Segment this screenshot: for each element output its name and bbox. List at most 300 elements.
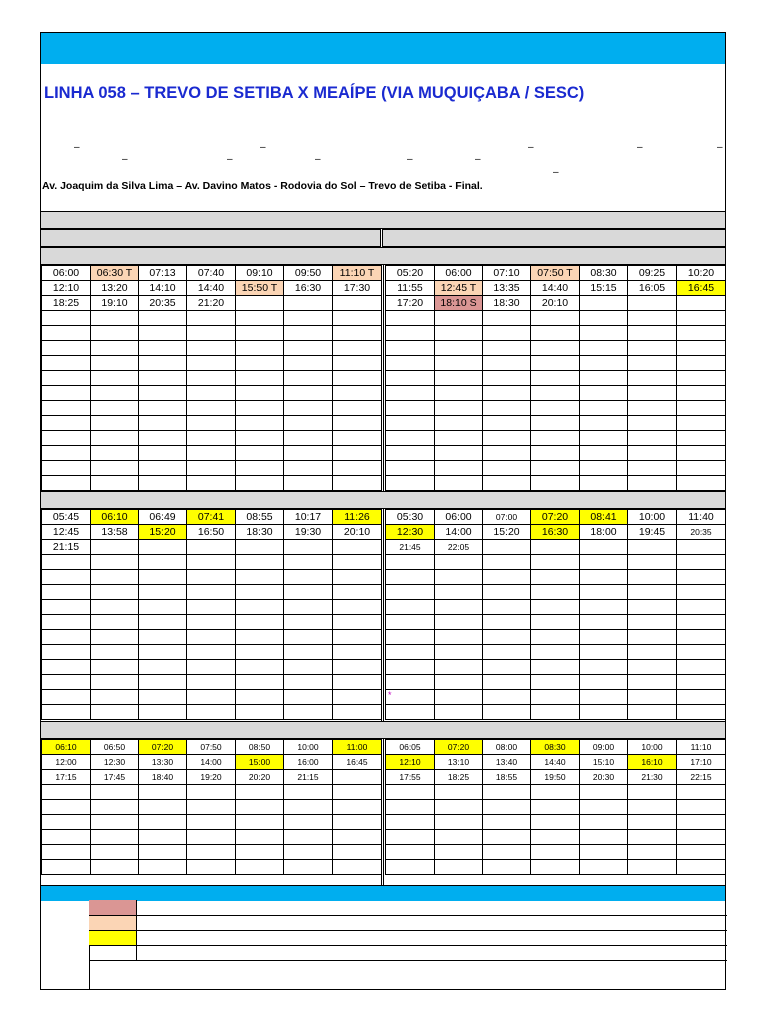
time-cell: 15:20 (139, 525, 187, 540)
dash-mark: – (74, 142, 80, 153)
time-cell (333, 555, 382, 570)
time-cell (42, 600, 91, 615)
time-cell (580, 461, 628, 476)
time-cell: 09:50 (284, 266, 333, 281)
time-cell (91, 540, 139, 555)
time-cell (284, 341, 333, 356)
table-row (386, 690, 726, 705)
time-cell (333, 770, 382, 785)
time-cell (284, 705, 333, 720)
time-cell: 21:20 (187, 296, 236, 311)
time-cell (284, 630, 333, 645)
time-cell: 13:35 (483, 281, 531, 296)
time-cell (628, 446, 677, 461)
time-cell (139, 326, 187, 341)
time-cell (42, 416, 91, 431)
sunday-table-outbound (41, 739, 382, 875)
table-row (42, 570, 382, 585)
time-cell (435, 615, 483, 630)
time-cell (628, 431, 677, 446)
table-row (42, 830, 382, 845)
time-cell (531, 476, 580, 491)
time-cell (139, 341, 187, 356)
table-row (386, 600, 726, 615)
time-cell (531, 785, 580, 800)
time-cell (333, 800, 382, 815)
time-cell (483, 705, 531, 720)
table-row (42, 615, 382, 630)
time-cell (580, 645, 628, 660)
time-cell: 19:30 (284, 525, 333, 540)
time-cell (580, 446, 628, 461)
time-cell (386, 690, 435, 705)
time-cell (187, 630, 236, 645)
time-cell (531, 570, 580, 585)
time-cell (42, 476, 91, 491)
time-cell (236, 675, 284, 690)
time-cell (91, 386, 139, 401)
time-cell: 07:20 (139, 740, 187, 755)
time-cell: 12:30 (386, 525, 435, 540)
table-row (386, 401, 726, 416)
time-cell: 18:25 (42, 296, 91, 311)
time-cell (284, 540, 333, 555)
time-cell (139, 845, 187, 860)
time-cell (435, 860, 483, 875)
table-row (386, 660, 726, 675)
time-cell (677, 326, 726, 341)
time-cell (42, 386, 91, 401)
time-cell (236, 645, 284, 660)
table-row (42, 540, 382, 555)
table-row (42, 446, 382, 461)
time-cell (139, 645, 187, 660)
time-cell: 20:30 (580, 770, 628, 785)
time-cell (628, 630, 677, 645)
time-cell: 14:00 (187, 755, 236, 770)
time-cell (187, 845, 236, 860)
time-cell (531, 446, 580, 461)
time-cell: 05:45 (42, 510, 91, 525)
time-cell (435, 815, 483, 830)
time-cell (531, 815, 580, 830)
time-cell (187, 356, 236, 371)
time-cell: 17:55 (386, 770, 435, 785)
time-cell (677, 815, 726, 830)
time-cell (386, 555, 435, 570)
time-cell (333, 815, 382, 830)
time-cell (628, 296, 677, 311)
time-cell (628, 555, 677, 570)
time-cell: 14:40 (531, 755, 580, 770)
time-cell (284, 416, 333, 431)
time-cell (386, 416, 435, 431)
time-cell (628, 675, 677, 690)
time-cell (386, 600, 435, 615)
time-cell (677, 311, 726, 326)
time-cell: 16:30 (284, 281, 333, 296)
time-cell (42, 705, 91, 720)
time-cell (677, 446, 726, 461)
time-cell (284, 570, 333, 585)
time-cell (677, 785, 726, 800)
time-cell: 14:40 (531, 281, 580, 296)
time-cell (628, 461, 677, 476)
time-cell: 11:10 T (333, 266, 382, 281)
legend-swatch-rose (89, 900, 137, 915)
time-cell (333, 476, 382, 491)
time-cell (236, 585, 284, 600)
time-cell: 17:10 (677, 755, 726, 770)
table-row (42, 461, 382, 476)
time-cell: 19:45 (628, 525, 677, 540)
time-cell (531, 386, 580, 401)
time-cell: 15:00 (236, 755, 284, 770)
table-row (386, 740, 726, 755)
time-cell (139, 416, 187, 431)
time-cell (386, 341, 435, 356)
table-row (42, 266, 382, 281)
time-cell: 19:50 (531, 770, 580, 785)
time-cell (435, 356, 483, 371)
time-cell (580, 326, 628, 341)
table-row (42, 356, 382, 371)
time-cell (483, 446, 531, 461)
time-cell: 10:00 (628, 740, 677, 755)
time-cell: 16:50 (187, 525, 236, 540)
time-cell (187, 401, 236, 416)
time-cell (435, 401, 483, 416)
time-cell (483, 461, 531, 476)
time-cell: 06:10 (91, 510, 139, 525)
time-cell (677, 371, 726, 386)
time-cell (236, 296, 284, 311)
time-cell (236, 705, 284, 720)
time-cell (483, 615, 531, 630)
time-cell (139, 815, 187, 830)
time-cell (435, 660, 483, 675)
time-cell (483, 815, 531, 830)
time-cell (236, 600, 284, 615)
time-cell: 08:30 (580, 266, 628, 281)
time-cell (187, 705, 236, 720)
time-cell (435, 555, 483, 570)
time-cell (91, 690, 139, 705)
time-cell (531, 341, 580, 356)
time-cell (139, 476, 187, 491)
time-cell (628, 585, 677, 600)
time-cell (187, 476, 236, 491)
time-cell: 05:20 (386, 266, 435, 281)
time-cell (91, 630, 139, 645)
time-cell (435, 446, 483, 461)
time-cell (628, 356, 677, 371)
time-cell: 20:35 (139, 296, 187, 311)
table-row (386, 311, 726, 326)
time-cell (91, 341, 139, 356)
time-cell (284, 371, 333, 386)
time-cell (236, 690, 284, 705)
legend-row (89, 960, 727, 961)
table-row (42, 600, 382, 615)
time-cell (628, 341, 677, 356)
table-row (386, 476, 726, 491)
time-cell (42, 461, 91, 476)
time-cell (628, 476, 677, 491)
time-cell: 14:00 (435, 525, 483, 540)
time-cell (187, 800, 236, 815)
time-cell (386, 660, 435, 675)
time-cell (628, 615, 677, 630)
time-cell (677, 860, 726, 875)
time-cell (333, 311, 382, 326)
time-cell (580, 401, 628, 416)
time-cell: 11:26 (333, 510, 382, 525)
table-row (386, 570, 726, 585)
time-cell (42, 555, 91, 570)
time-cell: 20:35 (677, 525, 726, 540)
legend-swatch-peach (89, 916, 137, 930)
time-cell (91, 800, 139, 815)
table-row (42, 281, 382, 296)
time-cell (187, 615, 236, 630)
time-cell (580, 341, 628, 356)
time-cell (483, 630, 531, 645)
time-cell (187, 660, 236, 675)
table-row (42, 555, 382, 570)
time-cell (483, 845, 531, 860)
time-cell (483, 600, 531, 615)
time-cell (580, 356, 628, 371)
time-cell (333, 461, 382, 476)
time-cell (333, 585, 382, 600)
time-cell (236, 830, 284, 845)
time-cell (333, 416, 382, 431)
time-cell (628, 785, 677, 800)
time-cell: 14:10 (139, 281, 187, 296)
time-cell (42, 446, 91, 461)
time-cell (435, 785, 483, 800)
time-cell (284, 476, 333, 491)
time-cell (386, 386, 435, 401)
table-row (42, 341, 382, 356)
time-cell (386, 785, 435, 800)
time-cell (91, 675, 139, 690)
time-cell (677, 570, 726, 585)
time-cell (42, 431, 91, 446)
time-cell (531, 431, 580, 446)
time-cell (236, 555, 284, 570)
time-cell (139, 540, 187, 555)
table-row (386, 341, 726, 356)
time-cell (236, 461, 284, 476)
time-cell: 08:30 (531, 740, 580, 755)
time-cell (580, 311, 628, 326)
time-cell: 10:00 (628, 510, 677, 525)
time-cell (435, 326, 483, 341)
time-cell (91, 431, 139, 446)
table-row (42, 510, 382, 525)
time-cell (580, 660, 628, 675)
time-cell: 21:45 (386, 540, 435, 555)
section-band-weekday (41, 211, 725, 229)
time-cell: 06:00 (435, 510, 483, 525)
table-row (42, 476, 382, 491)
time-cell (236, 401, 284, 416)
time-cell (187, 311, 236, 326)
time-cell: 05:30 (386, 510, 435, 525)
time-cell (333, 675, 382, 690)
time-cell (435, 371, 483, 386)
time-cell (333, 690, 382, 705)
legend-row (89, 930, 727, 945)
time-cell (91, 311, 139, 326)
time-cell: 06:49 (139, 510, 187, 525)
time-cell (187, 371, 236, 386)
time-cell (580, 615, 628, 630)
time-cell: 16:30 (531, 525, 580, 540)
table-row (42, 815, 382, 830)
time-cell (42, 341, 91, 356)
time-cell (284, 815, 333, 830)
day-band-weekday (41, 247, 725, 265)
time-cell (91, 785, 139, 800)
table-row (42, 675, 382, 690)
time-cell (236, 845, 284, 860)
table-row (386, 615, 726, 630)
time-cell (531, 600, 580, 615)
time-cell: 08:50 (236, 740, 284, 755)
time-cell (91, 705, 139, 720)
table-row (386, 525, 726, 540)
time-cell (333, 446, 382, 461)
time-cell (628, 690, 677, 705)
time-cell (284, 446, 333, 461)
time-cell (91, 645, 139, 660)
time-cell (139, 860, 187, 875)
time-cell (580, 845, 628, 860)
time-cell (139, 356, 187, 371)
time-cell (628, 815, 677, 830)
time-cell (187, 645, 236, 660)
table-row (386, 371, 726, 386)
time-cell: 17:15 (42, 770, 91, 785)
table-row (42, 800, 382, 815)
table-row (386, 446, 726, 461)
time-cell (677, 431, 726, 446)
time-cell (580, 476, 628, 491)
table-row (42, 660, 382, 675)
time-cell: 16:00 (284, 755, 333, 770)
time-cell (580, 815, 628, 830)
day-band-sunday (41, 721, 725, 739)
time-cell (531, 830, 580, 845)
time-cell: 17:30 (333, 281, 382, 296)
time-cell: 18:10 S (435, 296, 483, 311)
dash-mark: – (315, 154, 321, 165)
time-cell (333, 371, 382, 386)
time-cell (677, 660, 726, 675)
time-cell (435, 800, 483, 815)
time-cell (91, 461, 139, 476)
time-cell (386, 570, 435, 585)
table-row (386, 356, 726, 371)
table-row (386, 830, 726, 845)
time-cell (236, 476, 284, 491)
time-cell (580, 555, 628, 570)
time-cell (236, 815, 284, 830)
page-title: LINHA 058 – TREVO DE SETIBA X MEAÍPE (VIA MUQUIÇABA / SESC) (44, 84, 585, 102)
time-cell: 06:05 (386, 740, 435, 755)
time-cell (139, 705, 187, 720)
time-cell (531, 326, 580, 341)
time-cell (531, 555, 580, 570)
time-cell (677, 615, 726, 630)
time-cell (42, 860, 91, 875)
time-cell: 12:00 (42, 755, 91, 770)
time-cell: 09:25 (628, 266, 677, 281)
table-row (386, 675, 726, 690)
table-row (42, 690, 382, 705)
time-cell: 21:15 (284, 770, 333, 785)
time-cell: 21:15 (42, 540, 91, 555)
time-cell (42, 815, 91, 830)
time-cell (333, 356, 382, 371)
time-cell (284, 860, 333, 875)
time-cell: 08:55 (236, 510, 284, 525)
time-cell (628, 416, 677, 431)
time-cell (677, 645, 726, 660)
time-cell (333, 615, 382, 630)
header-bar (41, 33, 725, 64)
time-cell (628, 660, 677, 675)
time-cell (284, 461, 333, 476)
time-cell (386, 401, 435, 416)
direction-split (380, 229, 383, 247)
time-cell (386, 815, 435, 830)
time-cell (435, 600, 483, 615)
time-cell (333, 431, 382, 446)
time-cell (386, 446, 435, 461)
time-cell (628, 311, 677, 326)
time-cell (628, 645, 677, 660)
time-cell: 18:25 (435, 770, 483, 785)
time-cell (483, 386, 531, 401)
time-cell (628, 600, 677, 615)
time-cell (483, 555, 531, 570)
time-cell: 15:20 (483, 525, 531, 540)
time-cell: 06:50 (91, 740, 139, 755)
time-cell (628, 830, 677, 845)
time-cell (580, 570, 628, 585)
time-cell (483, 570, 531, 585)
time-cell (284, 326, 333, 341)
time-cell (677, 386, 726, 401)
time-cell (91, 660, 139, 675)
time-cell (284, 311, 333, 326)
time-cell (91, 371, 139, 386)
time-cell (42, 675, 91, 690)
time-cell (677, 675, 726, 690)
table-row (42, 860, 382, 875)
time-cell (435, 585, 483, 600)
time-cell (483, 341, 531, 356)
saturday-table-inbound (385, 509, 726, 720)
time-cell (42, 845, 91, 860)
time-cell: 11:00 (333, 740, 382, 755)
time-cell (435, 341, 483, 356)
time-cell: 13:58 (91, 525, 139, 540)
